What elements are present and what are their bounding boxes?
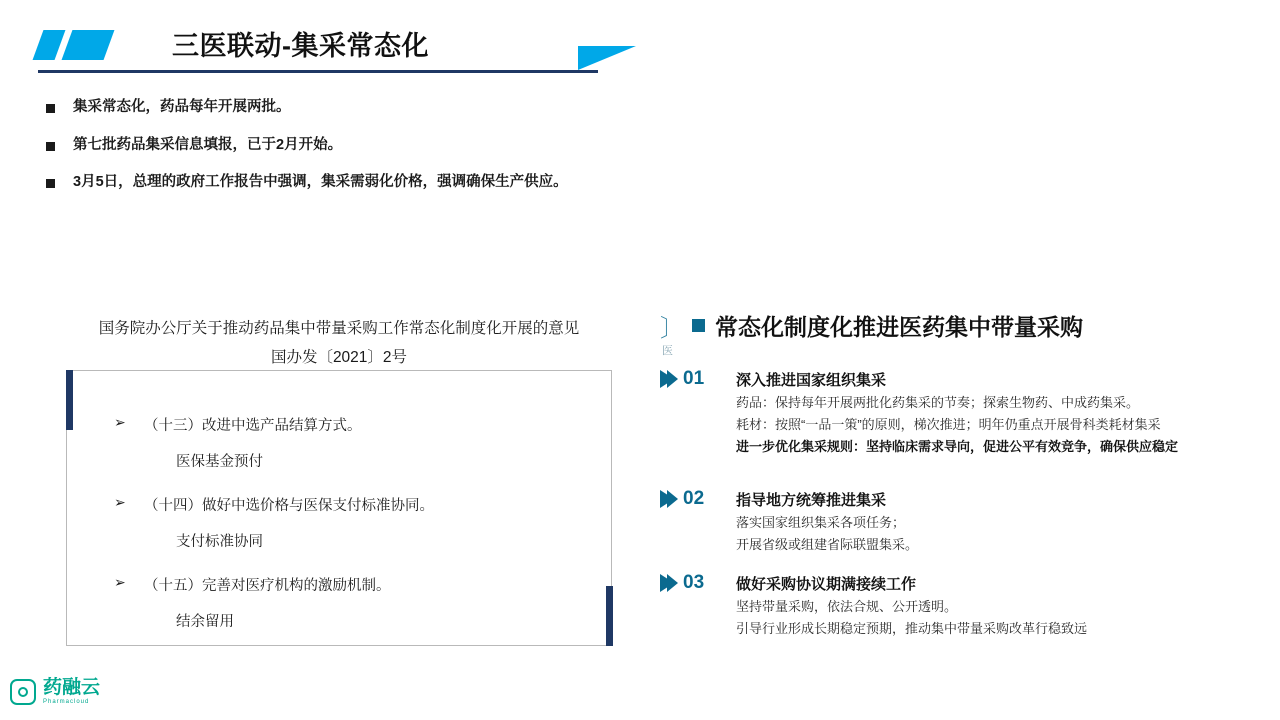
- bullet-text: 3月5日，总理的政府工作报告中强调，集采需弱化价格，强调确保生产供应。: [73, 174, 568, 191]
- document-item: [114, 494, 434, 515]
- panel-item-number: 03: [683, 572, 705, 593]
- panel-item-line: 耗材：按照“一品一策”的原则，梯次推进；明年仍重点开展骨科类耗材集采: [736, 417, 1161, 432]
- panel-item-number: 01: [683, 368, 705, 389]
- chevron-right-icon: [667, 370, 678, 388]
- procurement-summary-panel: [660, 300, 1260, 668]
- panel-ghost-text: 医: [662, 345, 673, 357]
- chevron-arrow-icon: [578, 46, 636, 70]
- logo-mark-icon: [10, 679, 36, 705]
- panel-item-number-wrap: [660, 572, 704, 594]
- panel-item-number-wrap: [660, 368, 704, 390]
- panel-item-number: 02: [683, 488, 705, 509]
- document-item: [114, 574, 391, 595]
- panel-item-heading: 指导地方统筹推进集采: [736, 492, 887, 509]
- document-item-sub: 医保基金预付: [176, 454, 263, 470]
- bracket-glyph: 〕: [660, 315, 684, 342]
- chevron-right-icon: [667, 574, 678, 592]
- panel-title: 常态化制度化推进医药集中带量采购: [715, 314, 1083, 340]
- header-bar-small: [33, 30, 66, 60]
- document-item-text: （十五）完善对医疗机构的激励机制。: [144, 578, 391, 594]
- arrow-bullet-icon: ➢: [114, 494, 126, 510]
- square-bullet-icon: [46, 142, 55, 151]
- square-bullet-icon: [692, 319, 705, 332]
- bullet-list: [46, 98, 946, 211]
- document-title: [36, 314, 642, 373]
- document-item-sub: 支付标准协同: [176, 534, 263, 550]
- header-bar-large: [62, 30, 115, 60]
- document-title-line2: 国办发〔2021〕2号: [270, 349, 408, 367]
- panel-item-line: 落实国家组织集采各项任务；: [736, 515, 906, 530]
- document-accent-bar-left: [66, 370, 73, 430]
- document-title-line1: 国务院办公厅关于推动药品集中带量采购工作常态化制度化开展的意见: [98, 320, 580, 337]
- square-bullet-icon: [46, 179, 55, 188]
- panel-item-line: 引导行业形成长期稳定预期，推动集中带量采购改革行稳致远: [736, 621, 1088, 636]
- logo-subtext: Pharmacloud: [43, 699, 90, 705]
- document-item-text: （十四）做好中选价格与医保支付标准协同。: [144, 498, 434, 514]
- panel-header: [660, 308, 1083, 343]
- document-item-sub: 结余留用: [176, 614, 234, 630]
- logo-text: 药融云: [43, 677, 101, 698]
- policy-document-card: [36, 302, 642, 660]
- header-decor-bars: [38, 30, 109, 60]
- logo-text-wrap: [43, 678, 100, 705]
- panel-item-line: 开展省级或组建省际联盟集采。: [736, 537, 919, 552]
- document-accent-bar-right: [606, 586, 613, 646]
- bullet-text: 集采常态化，药品每年开展两批。: [73, 99, 291, 115]
- arrow-bullet-icon: ➢: [114, 414, 126, 430]
- list-item: [46, 98, 946, 118]
- chevron-right-icon: [667, 490, 678, 508]
- panel-item-line: 药品：保持每年开展两批化药集采的节奏；探索生物药、中成药集采。: [736, 395, 1140, 410]
- bullet-text: 第七批药品集采信息填报，已于2月开始。: [73, 136, 343, 153]
- panel-item-heading: 做好采购协议期满接续工作: [736, 576, 917, 593]
- panel-item-heading: 深入推进国家组织集采: [736, 372, 887, 389]
- list-item: [46, 136, 946, 156]
- page-title: 三医联动-集采常态化: [172, 31, 429, 61]
- list-item: [46, 173, 946, 193]
- square-bullet-icon: [46, 104, 55, 113]
- panel-item-number-wrap: [660, 488, 704, 510]
- slide-header: [0, 0, 1280, 86]
- panel-item-line: 坚持带量采购，依法合规、公开透明。: [736, 599, 958, 614]
- document-item-text: （十三）改进中选产品结算方式。: [144, 418, 362, 434]
- arrow-bullet-icon: ➢: [114, 574, 126, 590]
- document-item: [114, 414, 362, 435]
- brand-logo: [10, 678, 100, 705]
- panel-item-line-emphasis: 进一步优化集采规则：坚持临床需求导向，促进公平有效竞争，确保供应稳定: [736, 439, 1179, 454]
- header-underline: [38, 70, 598, 73]
